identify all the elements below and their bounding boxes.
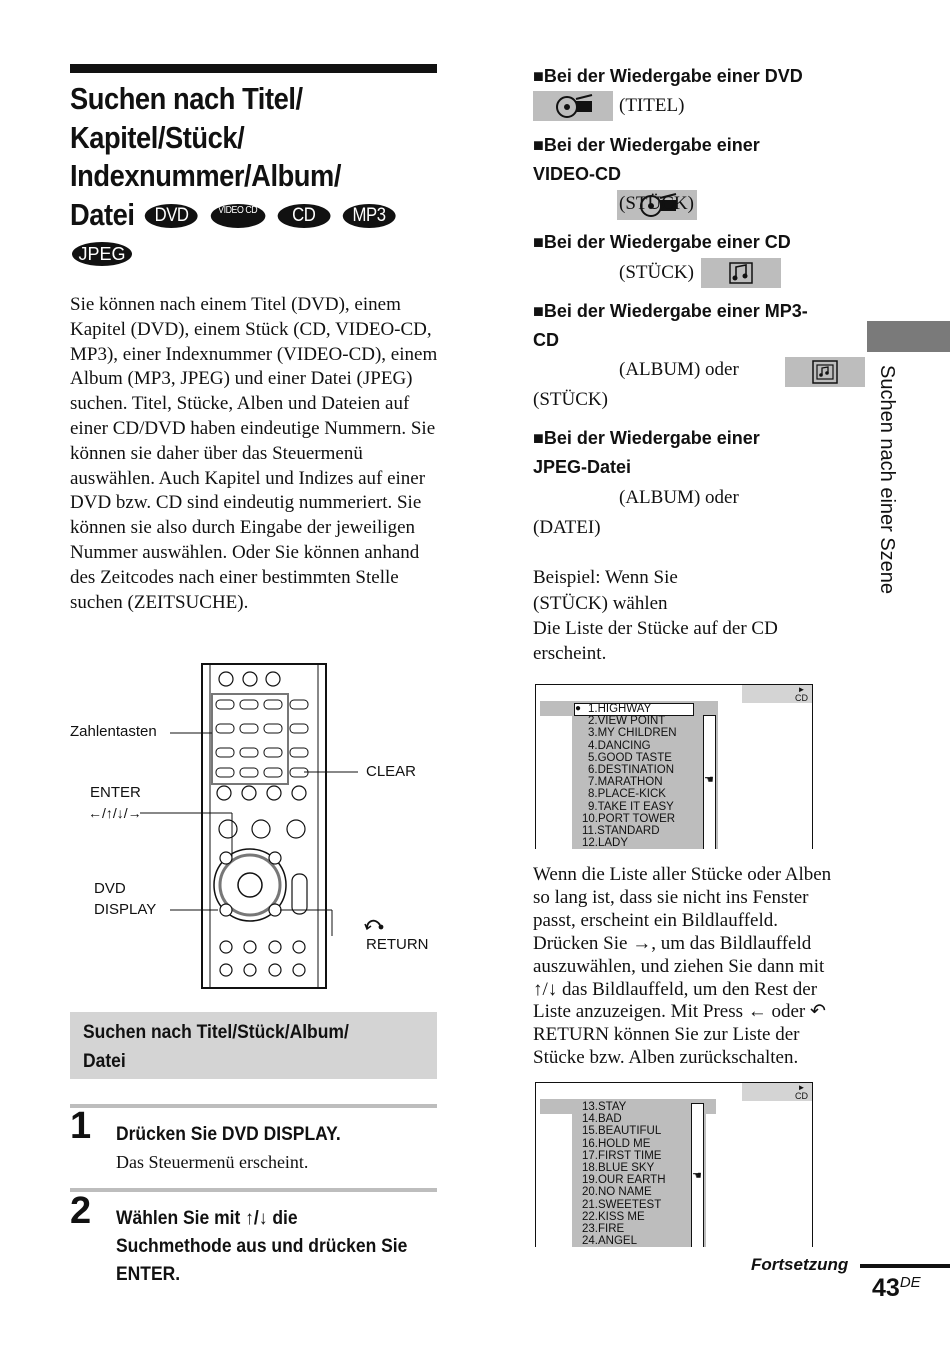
section-box [70,1012,437,1079]
list-item: 6.DESTINATION [588,764,675,777]
paragraph-line: Wenn die Liste aller Stücke oder Alben [533,864,832,885]
music-note-icon [701,258,781,288]
heading-text: Bei der Wiedergabe einer [543,428,760,448]
cd-badge: CD [277,204,330,228]
heading-cd: ■Bei der Wiedergabe einer CD [533,232,791,252]
screen-tag-text: CD [795,1091,808,1101]
scroll-hand-icon: ☚ [692,1170,702,1182]
heading-vcd-line2: VIDEO-CD [533,164,622,184]
track-list [582,1101,666,1247]
step-number: 2 [70,1190,92,1232]
list-item: 13.STAY [582,1101,627,1113]
heading-mp3: ■Bei der Wiedergabe einer MP3- [533,301,808,321]
heading-text: Bei der Wiedergabe einer MP3- [543,301,808,321]
example-line2: (STÜCK) wählen [533,593,668,614]
heading-dvd: ■Bei der Wiedergabe einer DVD [533,66,803,86]
return-icon [364,916,386,932]
paragraph-line: auszuwählen, und ziehen Sie dann mit [533,955,825,977]
label-return: RETURN [366,936,429,953]
intro-paragraph: Sie können nach einem Titel (DVD), einem Kapitel (DVD), einem Stück (CD, VIDEO-CD, MP3), einer Indexnummer (VIDEO-CD), einem Album (MP3, JPEG) und einer Datei (JPEG) suchen. Titel, Stücke, Alben und Dateien auf einer CD/DVD haben eindeutige Nummern. Sie können sie daher über das Steuermenü auswählen. Auch Kapitel und Indizes auf einer DVD bzw. CD sind eindeutig nummeriert. Sie können sie also durch Eingabe der jeweiligen Nummer auswählen. Oder Sie können anhand des Zeitcodes nach einer bestimmten Stelle suchen (ZEITSUCHE). [70,294,438,613]
page-suffix: DE [899,1274,921,1291]
mp3-label2: (STÜCK) [533,389,608,410]
side-tab-label [870,365,900,645]
dvd-label: (TITEL) [619,95,685,116]
step-heading: Drücken Sie DVD DISPLAY. [116,1124,341,1145]
video-cd-badge: VIDEO CD [210,204,265,228]
selection-dot: ● [575,703,582,714]
page-number [872,1274,921,1303]
list-item: 15.BEAUTIFUL [582,1125,662,1138]
paragraph-line: so lang ist, dass sie nicht ins Fenster [533,886,809,908]
title-rule [70,64,437,73]
list-item: 22.KISS ME [582,1210,645,1223]
example-line4: erscheint. [533,643,607,664]
step-heading-line: Suchmethode aus und drücken Sie [116,1236,408,1257]
title-line-text: Datei [70,196,135,232]
title-icon [533,91,613,121]
continued-label: Fortsetzung [751,1255,849,1274]
album-icon [785,357,865,387]
dvd-badge: DVD [145,204,198,228]
heading-mp3-line2: CD [533,330,559,350]
step-divider [70,1104,437,1108]
screen-tag: ► CD [795,1083,808,1101]
step-text: Das Steuermenü erscheint. [116,1152,309,1172]
list-item: 24.ANGEL [582,1235,637,1247]
list-item: 3.MY CHILDREN [588,727,677,740]
list-item: 7.MARATHON [588,776,663,789]
section-box-line1: Suchen nach Titel/Stück/Album/ [83,1022,349,1043]
paragraph-line: Liste anzuzeigen. Mit Press ← oder ↶ [533,1001,826,1023]
list-item: 14.BAD [582,1113,622,1126]
title-line-4 [70,196,404,235]
jpeg-label1: (ALBUM) oder [619,487,739,508]
label-clear: CLEAR [366,763,417,780]
label-dvd: DVD [94,880,126,897]
heading-vcd: ■Bei der Wiedergabe einer [533,135,760,155]
heading-text: Bei der Wiedergabe einer [543,135,760,155]
list-item: 17.FIRST TIME [582,1149,662,1162]
step-heading-line: ENTER. [116,1264,181,1285]
heading-text: Bei der Wiedergabe einer DVD [543,66,803,86]
heading-jpeg-line2: JPEG-Datei [533,457,632,477]
scroll-hand-icon: ☚ [704,774,714,786]
list-item: 9.TAKE IT EASY [588,800,674,813]
example-line3: Die Liste der Stücke auf der CD [533,618,778,639]
paragraph-line: ↑/↓ das Bildlauffeld, um den Rest der [533,978,818,1000]
footer-rule [860,1264,950,1268]
track-list-screen [535,684,813,849]
jpeg-label2: (DATEI) [533,517,601,538]
track-list [582,703,677,849]
heading-text: Bei der Wiedergabe einer CD [543,232,791,252]
paragraph-line: RETURN können Sie zur Liste der [533,1024,800,1046]
list-item: 16.HOLD ME [582,1137,651,1150]
screen-tag-text: CD [795,693,808,703]
label-zahlentasten: Zahlentasten [70,723,157,740]
list-item: 2.VIEW POINT [588,715,666,728]
label-enter: ENTER [90,784,141,801]
example-line1: Beispiel: Wenn Sie [533,567,678,588]
side-tab-text: Suchen nach einer Szene [876,365,898,595]
title-line: Indexnummer/Album/ [70,158,341,193]
paragraph-line: Drücken Sie →, um das Bildlauffeld [533,932,812,954]
list-item: 4.DANCING [588,739,651,752]
list-item: 10.PORT TOWER [582,812,676,825]
vcd-label: (STÜCK) [619,193,694,214]
heading-jpeg: ■Bei der Wiedergabe einer [533,428,760,448]
track-list-screen-2 [535,1082,813,1247]
section-box-line2: Datei [83,1051,126,1072]
list-item: 8.PLACE-KICK [588,788,666,801]
page-title [70,80,404,234]
step-number: 1 [70,1105,92,1147]
list-item: 19.OUR EARTH [582,1174,666,1187]
list-item: 5.GOOD TASTE [588,751,672,764]
label-arrows: ←/↑/↓/→ [88,805,142,821]
mp3-badge: MP3 [343,204,396,228]
list-item: 1.HIGHWAY [588,703,652,715]
list-item: 12.LADY [582,837,629,849]
side-tab-marker [867,321,950,352]
enter-button [238,873,262,897]
list-item: 23.FIRE [582,1223,625,1236]
paragraph-line: passt, erscheint ein Bildlauffeld. [533,909,779,931]
mp3-label1: (ALBUM) oder [619,359,739,380]
list-item: 11.STANDARD [582,825,660,838]
scroll-paragraph [533,864,863,1070]
cd-label: (STÜCK) [619,262,694,283]
page-number-text: 43 [872,1274,900,1302]
label-display: DISPLAY [94,901,157,918]
list-item: 18.BLUE SKY [582,1162,655,1175]
title-line: Kapitel/Stück/ [70,119,245,155]
title-line: Suchen nach Titel/ [70,81,303,116]
list-item: 21.SWEETEST [582,1198,662,1211]
paragraph-line: Stücke bzw. Alben zurückschalten. [533,1047,799,1069]
step-divider [70,1188,437,1192]
step-heading-line: Wählen Sie mit ↑/↓ die [116,1208,298,1229]
screen-tag: ► CD [795,685,808,703]
list-item: 20.NO NAME [582,1186,652,1199]
jpeg-badge: JPEG [72,242,132,266]
